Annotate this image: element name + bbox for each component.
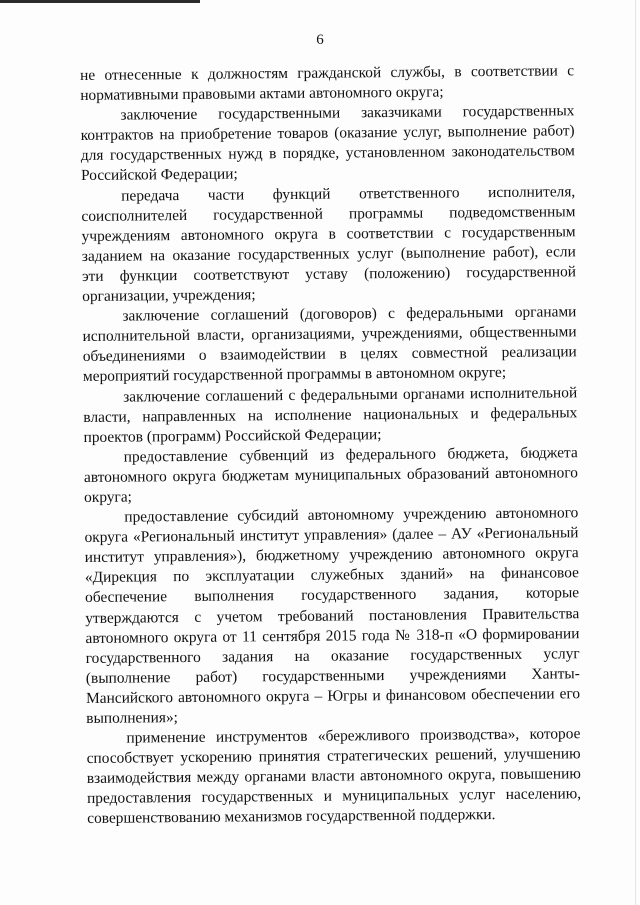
document-body — [80, 61, 581, 829]
paragraph-contracts: заключение государственными заказчиками государственных контрактов на приобретение товаров (оказание услуг, выполнение работ) для государственных нужд в порядке, установленном законодательством Российской Федерации; — [80, 102, 575, 185]
scan-edge-shadow — [635, 0, 636, 905]
paragraph-subsidies: предоставление субсидий автономному учреждению автономного округа «Региональный институт управления» (далее – АУ «Региональный институт управления»), бюджетному учреждению автономного округа «Дирекция по эксплуатации служебных зданий» на финансовое обеспечение выполнения государственного задания, которые утверждаются с учетом требований постановления Правительства автономного округа от 11 сентября 2015 года № 318-п «О формировании государственного задания на оказание государственных услуг (выполнение работ) государственными учреждениями Ханты-Мансийского автономного округа – Югры и финансовом обеспечении его выполнения»; — [84, 504, 581, 727]
page-number: 6 — [316, 32, 324, 48]
paragraph-subventions: предоставление субвенций из федерального бюджета, бюджета автономного округа бюджетам муниципальных образований автономного округа; — [83, 444, 579, 506]
paragraph-transfer-functions: передача части функций ответственного исполнителя, соисполнителей государственной программы подведомственным учреждениям автономного округа в соответствии с государственным заданием на оказание государственных услуг (выполнение работ), если эти функции соответствуют уставу (положению) государственной организации, учреждения; — [81, 182, 577, 306]
paragraph-federal-agreements: заключение соглашений (договоров) с федеральными органами исполнительной власти, организациями, учреждениями, общественными объединениями о взаимодействии в целях совместной реализации мероприятий государственной программы в автономном округе; — [82, 303, 577, 386]
scan-edge-line — [0, 0, 200, 3]
paragraph-national-projects: заключение соглашений с федеральными органами исполнительной власти, направленных на исполнение национальных и федеральных проектов (программ) Российской Федерации; — [83, 383, 578, 446]
paragraph-lean-production: применение инструментов «бережливого производства», которое способствует ускорению принятия стратегических решений, улучшению взаимодействия между органами власти автономного округа, повышению предоставления государственных и муниципальных услуг населению, совершенствованию механизмов государственной поддержки. — [86, 725, 582, 828]
paragraph-continuation: не отнесенные к должностям гражданской службы, в соответствии с нормативными правовыми актами автономного округа; — [80, 62, 575, 105]
